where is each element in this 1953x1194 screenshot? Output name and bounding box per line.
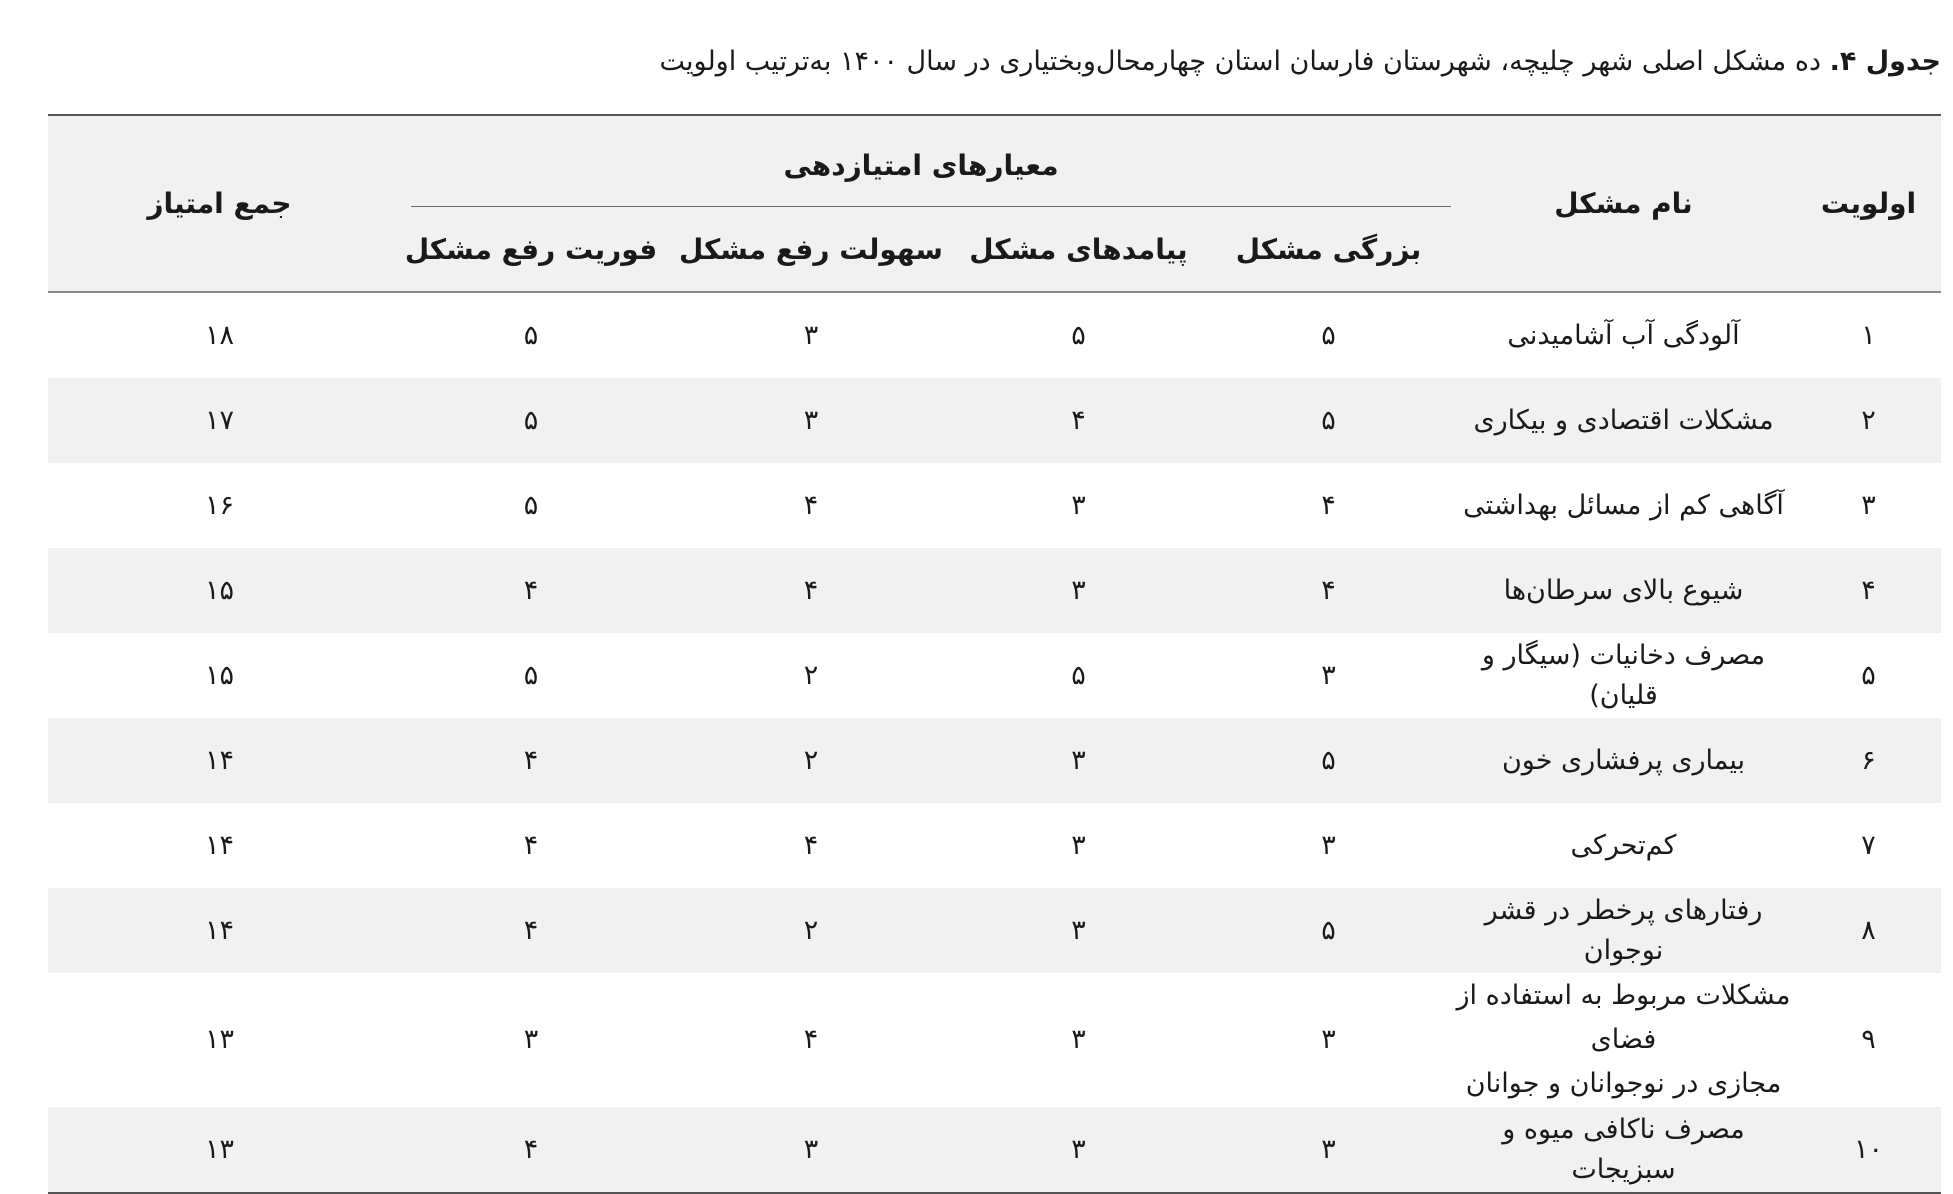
header-total: جمع امتیاز — [48, 115, 391, 292]
cell-consequences: ۵ — [1071, 320, 1086, 351]
priority-table — [48, 114, 1941, 1194]
header-criteria-group — [391, 115, 1451, 207]
cell-problem: بیماری پرفشاری خون — [1451, 718, 1796, 803]
table-caption — [36, 40, 1941, 84]
cell-consequences: ۵ — [1071, 660, 1086, 691]
cell-total: ۱۴ — [204, 830, 234, 861]
cell-ease: ۲ — [803, 660, 819, 691]
cell-total: ۱۵ — [48, 548, 391, 633]
cell-magnitude: ۵ — [1206, 888, 1451, 973]
cell-ease: ۲ — [671, 718, 951, 803]
cell-priority: ۶ — [1796, 718, 1941, 803]
cell-ease: ۳ — [671, 378, 951, 463]
table-body — [48, 292, 1941, 1193]
cell-ease: ۳ — [671, 1107, 951, 1193]
cell-magnitude: ۴ — [1206, 548, 1451, 633]
cell-priority: ۷ — [1861, 830, 1876, 861]
cell-urgency: ۴ — [391, 888, 671, 973]
table-header — [48, 115, 1941, 292]
cell-total: ۱۳ — [204, 1024, 234, 1055]
cell-total: ۱۴ — [48, 718, 391, 803]
header-urgency: فوریت رفع مشکل — [391, 207, 671, 292]
cell-problem-line-1: مشکلات مربوط به استفاده از فضای — [1456, 980, 1791, 1055]
cell-ease: ۴ — [803, 490, 819, 521]
header-criteria-group-label: معیارهای امتیازدهی — [783, 148, 1059, 182]
cell-consequences: ۴ — [951, 378, 1206, 463]
cell-problem: آلودگی آب آشامیدنی — [1507, 319, 1740, 351]
cell-urgency: ۵ — [391, 378, 671, 463]
cell-urgency: ۴ — [391, 1107, 671, 1193]
cell-problem: مصرف دخانیات (سیگار و قلیان) — [1481, 639, 1766, 711]
cell-magnitude: ۵ — [1206, 378, 1451, 463]
table-row — [48, 463, 1941, 548]
cell-priority: ۵ — [1861, 660, 1876, 691]
cell-priority: ۲ — [1796, 378, 1941, 463]
cell-consequences: ۳ — [1071, 830, 1086, 861]
cell-problem: مصرف ناکافی میوه و سبزیجات — [1451, 1107, 1796, 1193]
cell-magnitude: ۳ — [1321, 830, 1336, 861]
cell-problem: شیوع بالای سرطان‌ها — [1451, 548, 1796, 633]
table-row — [48, 548, 1941, 633]
header-magnitude: بزرگی مشکل — [1206, 207, 1451, 292]
cell-problem-line-2: مجازی در نوجوانان و جوانان — [1465, 1068, 1782, 1099]
header-problem-name: نام مشکل — [1451, 115, 1796, 292]
table-row — [48, 378, 1941, 463]
cell-urgency: ۵ — [523, 320, 539, 351]
cell-magnitude: ۴ — [1321, 490, 1336, 521]
cell-urgency: ۵ — [523, 490, 539, 521]
cell-total: ۱۴ — [48, 888, 391, 973]
cell-urgency: ۳ — [523, 1024, 539, 1055]
cell-magnitude: ۳ — [1206, 1107, 1451, 1193]
cell-magnitude: ۵ — [1321, 320, 1336, 351]
cell-consequences: ۳ — [951, 548, 1206, 633]
cell-ease: ۲ — [671, 888, 951, 973]
cell-total: ۱۷ — [48, 378, 391, 463]
cell-consequences: ۳ — [1071, 490, 1086, 521]
cell-priority: ۴ — [1796, 548, 1941, 633]
header-consequences: پیامدهای مشکل — [951, 207, 1206, 292]
caption-label: جدول ۴. — [1829, 46, 1941, 77]
cell-ease: ۳ — [803, 320, 819, 351]
table-row — [48, 973, 1941, 1107]
cell-consequences: ۳ — [951, 718, 1206, 803]
header-row-top — [48, 115, 1941, 207]
cell-ease: ۴ — [803, 830, 819, 861]
cell-magnitude: ۳ — [1321, 1024, 1336, 1055]
cell-problem: مشکلات اقتصادی و بیکاری — [1451, 378, 1796, 463]
cell-urgency: ۴ — [391, 718, 671, 803]
cell-priority: ۹ — [1861, 1024, 1876, 1055]
cell-problem: آگاهی کم از مسائل بهداشتی — [1463, 489, 1784, 521]
cell-consequences: ۳ — [1071, 1024, 1086, 1055]
header-criteria-divider — [411, 206, 1451, 207]
cell-ease: ۴ — [671, 548, 951, 633]
cell-urgency: ۴ — [391, 548, 671, 633]
cell-magnitude: ۳ — [1321, 660, 1336, 691]
cell-total: ۱۵ — [204, 660, 234, 691]
table-row — [48, 803, 1941, 888]
table-row — [48, 292, 1941, 378]
cell-priority: ۱۰ — [1796, 1107, 1941, 1193]
cell-problem: کم‌تحرکی — [1570, 829, 1677, 861]
cell-priority: ۸ — [1796, 888, 1941, 973]
cell-consequences: ۳ — [951, 888, 1206, 973]
cell-total: ۱۳ — [48, 1107, 391, 1193]
cell-urgency: ۴ — [523, 830, 539, 861]
table-row — [48, 888, 1941, 973]
cell-total: ۱۶ — [204, 490, 234, 521]
header-ease: سهولت رفع مشکل — [671, 207, 951, 292]
table-row — [48, 718, 1941, 803]
cell-priority: ۳ — [1861, 490, 1876, 521]
table-row — [48, 1107, 1941, 1193]
cell-ease: ۴ — [803, 1024, 819, 1055]
cell-total: ۱۸ — [204, 320, 234, 351]
cell-problem — [1451, 973, 1796, 1107]
cell-urgency: ۵ — [523, 660, 539, 691]
cell-consequences: ۳ — [951, 1107, 1206, 1193]
table-row — [48, 633, 1941, 718]
cell-priority: ۱ — [1861, 320, 1876, 351]
cell-problem: رفتارهای پرخطر در قشر نوجوان — [1451, 888, 1796, 973]
header-priority: اولویت — [1796, 115, 1941, 292]
cell-magnitude: ۵ — [1206, 718, 1451, 803]
caption-text: ده مشکل اصلی شهر چلیچه، شهرستان فارسان استان چهارمحال‌وبختیاری در سال ۱۴۰۰ به‌ترتیب اولویت — [659, 46, 1830, 77]
